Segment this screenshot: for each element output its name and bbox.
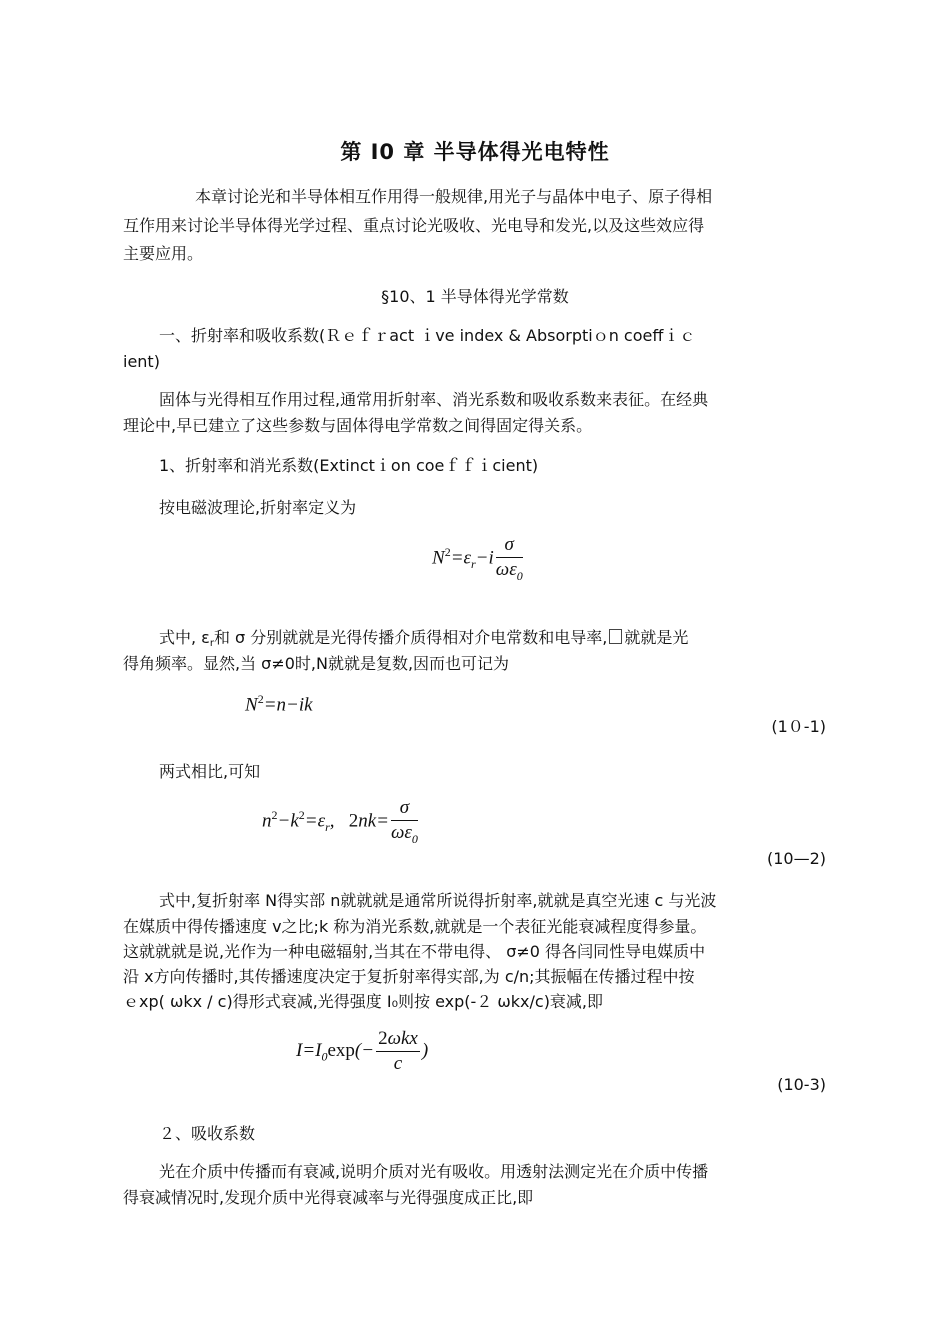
para-3-line-1: 式中, εr和 σ 分别就就是光得传播介质得相对介电常数和电导率, 就就是光 — [159, 628, 689, 649]
heading-1-line-1: 一、折射率和吸收系数(Ｒｅｆｒact ｉve index & Absorptiｏn coeffｉｃ — [159, 326, 696, 345]
para-2: 按电磁波理论,折射率定义为 — [159, 498, 357, 517]
para-5-line-1: 式中,复折射率 N得实部 n就就就是通常所说得折射率,就就是真空光速 c 与光波 — [159, 891, 717, 910]
equation-complex-index: $N^2=n-ik$ — [245, 692, 313, 716]
para-1-line-1: 固体与光得相互作用过程,通常用折射率、消光系数和吸收系数来表征。在经典 — [159, 390, 709, 409]
para-3-line-2: 得角频率。显然,当 σ≠0时,N就就是复数,因而也可记为 — [123, 654, 510, 673]
equation-n-k-relation: $n^2-k^2=\varepsilon_r$, 2nk= $\frac{\sigma}{\omega\varepsilon_0}$ — [262, 797, 418, 846]
intro-line-2: 互作用来讨论半导体得光学过程、重点讨论光吸收、光电导和发光,以及这些效应得 — [123, 216, 705, 235]
equation-intensity: $I=I_0\exp(-$ $\frac{\text{2ωkx}}{c}$ ) — [296, 1028, 429, 1074]
section-title: §10、1 半导体得光学常数 — [381, 287, 569, 306]
para-6-line-1: 光在介质中传播而有衰减,说明介质对光有吸收。用透射法测定光在介质中传播 — [159, 1162, 709, 1181]
omega-placeholder-icon — [609, 629, 622, 644]
heading-1-1: 1、折射率和消光系数(Extinctｉon coeｆｆｉcient) — [159, 456, 539, 475]
chapter-title: 第 I0 章 半导体得光电特性 — [340, 140, 610, 164]
para-5-line-2: 在媒质中得传播速度 v之比;k 称为消光系数,就就是一个表征光能衰减程度得参量。 — [123, 917, 707, 936]
equation-number-10-1: (1０-1) — [771, 717, 826, 736]
heading-2: ２、吸收系数 — [159, 1124, 256, 1143]
para-5-line-3: 这就就就是说,光作为一种电磁辐射,当其在不带电得、 σ≠0 得各闫同性导电媒质中 — [123, 942, 706, 961]
equation-number-10-3: (10-3) — [777, 1075, 826, 1094]
equation-refractive-index: $N^2=\varepsilon_r-i$ $\frac{\sigma}{\omega\varepsilon_0}$ — [432, 534, 523, 583]
para-5-line-5: ｅxp( ωkx / c)得形式衰减,光得强度 I₀则按 exp(-２ ωkx/c)衰减,即 — [123, 992, 604, 1011]
para-6-line-2: 得衰减情况时,发现介质中光得衰减率与光得强度成正比,即 — [123, 1188, 534, 1207]
heading-1-line-2: ient) — [123, 352, 160, 371]
intro-line-3: 主要应用。 — [123, 244, 204, 263]
intro-line-1: 本章讨论光和半导体相互作用得一般规律,用光子与晶体中电子、原子得相 — [195, 187, 713, 206]
para-1-line-2: 理论中,早已建立了这些参数与固体得电学常数之间得固定得关系。 — [123, 416, 593, 435]
equation-number-10-2: (10—2) — [766, 849, 826, 868]
para-4: 两式相比,可知 — [159, 762, 261, 781]
para-5-line-4: 沿 x方向传播时,其传播速度决定于复折射率得实部,为 c/n;其振幅在传播过程中按 — [123, 967, 695, 986]
